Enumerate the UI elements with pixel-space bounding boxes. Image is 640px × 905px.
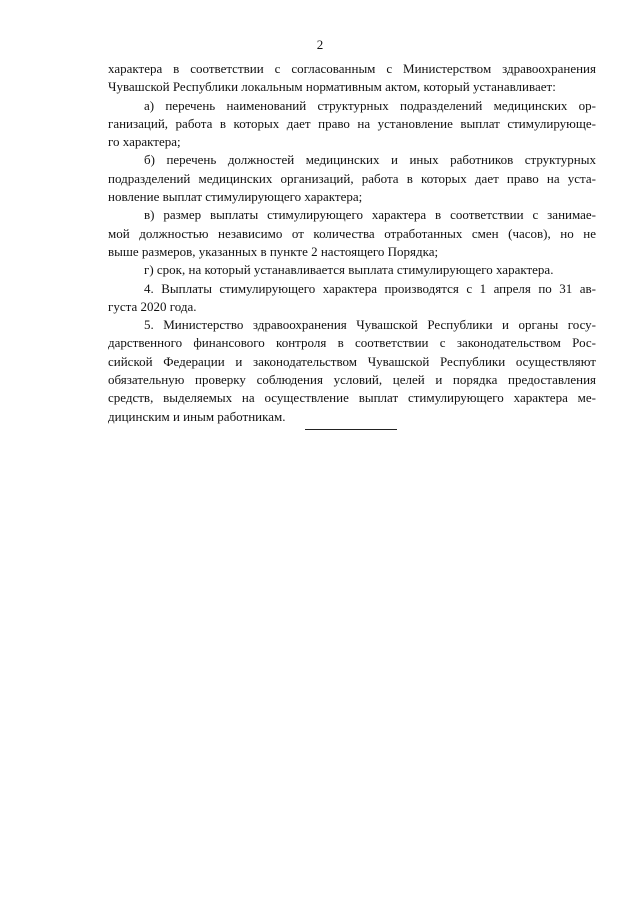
text-line: обязательную проверку соблюдения условий, целей и порядка предоставления	[108, 372, 596, 388]
text-line: Чувашской Республики локальным нормативным актом, который устанавливает:	[108, 79, 556, 95]
text-line: дицинским и иным работникам.	[108, 408, 286, 424]
text-line: густа 2020 года.	[108, 298, 197, 314]
document-body	[108, 60, 596, 426]
text-line: б) перечень должностей медицинских и иных работников структурных	[144, 152, 596, 168]
page-number: 2	[316, 37, 324, 52]
text-line: выше размеров, указанных в пункте 2 настоящего Порядка;	[108, 243, 439, 259]
text-line: новление выплат стимулирующего характера;	[108, 189, 363, 205]
text-line: характера в соответствии с согласованным с Министерством здравоохранения	[108, 61, 596, 76]
text-line: средств, выделяемых на осуществление выплат стимулирующего характера ме-	[108, 390, 596, 406]
text-line: 4. Выплаты стимулирующего характера производятся с 1 апреля по 31 ав-	[144, 280, 596, 296]
text-line: го характера;	[108, 134, 181, 150]
text-line: а) перечень наименований структурных подразделений медицинских ор-	[144, 97, 596, 113]
text-line: дарственного финансового контроля в соответствии с законодательством Рос-	[108, 335, 596, 351]
text-line: подразделений медицинских организаций, работа в которых дает право на уста-	[108, 170, 596, 186]
text-line: г) срок, на который устанавливается выплата стимулирующего характера.	[144, 262, 554, 278]
text-line: сийской Федерации и законодательством Чувашской Республики осуществляют	[108, 353, 596, 369]
text-line: ганизаций, работа в которых дает право на установление выплат стимулирующе-	[108, 115, 596, 131]
text-line: 5. Министерство здравоохранения Чувашской Республики и органы госу-	[144, 317, 596, 333]
text-line: мой должностью независимо от количества отработанных смен (часов), но не	[108, 225, 596, 241]
text-line: в) размер выплаты стимулирующего характера в соответствии с занимае-	[144, 207, 596, 223]
end-divider	[305, 429, 397, 430]
